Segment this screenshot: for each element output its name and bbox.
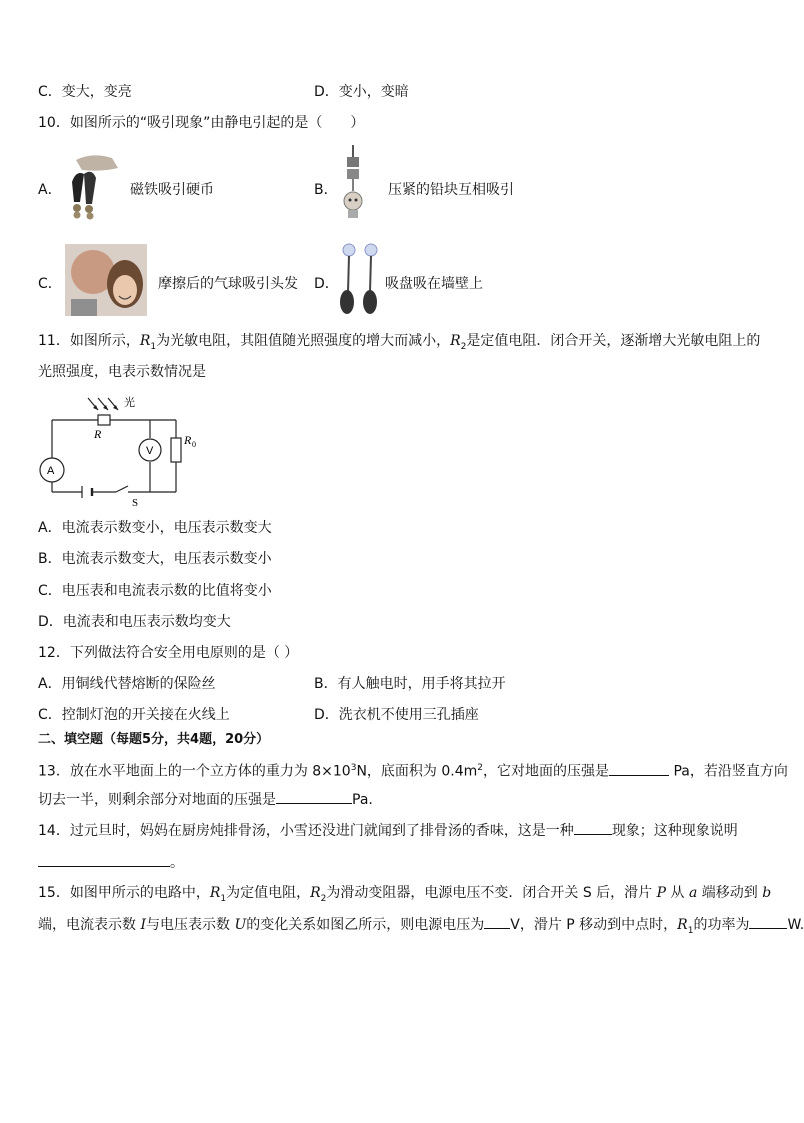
q11-stem-line2: 光照强度，电表示数情况是 bbox=[38, 364, 206, 380]
q14-part-c: 。 bbox=[170, 855, 184, 871]
q15-part-h: 的变化关系如图乙所示，则电源电压为 bbox=[246, 917, 485, 933]
q11-stem-line1 bbox=[38, 331, 760, 357]
q13-exp1: 3 bbox=[350, 763, 357, 773]
var-r1: R bbox=[139, 333, 151, 349]
section-2-title: 二、填空题（每题5分，共4题，20分） bbox=[38, 732, 270, 747]
q13-part-c: ，它对地面的压强是 bbox=[483, 763, 610, 780]
q10-option-b-text: 压紧的铅块互相吸引 bbox=[388, 182, 514, 198]
q13-exp2: 2 bbox=[477, 763, 484, 773]
q15-r2-sub: 2 bbox=[320, 893, 327, 904]
q14-blank-1[interactable] bbox=[574, 820, 612, 835]
q13-part-e: 切去一半，则剩余部分对地面的压强是 bbox=[38, 792, 276, 808]
q15-r1-sub: 1 bbox=[220, 893, 227, 904]
q13-line1 bbox=[38, 758, 788, 782]
ammeter-label: A bbox=[47, 465, 55, 477]
q15-r1: R bbox=[209, 885, 221, 901]
q11-option-a: A．电流表示数变小，电压表示数变大 bbox=[38, 520, 272, 536]
q15-part-g: 与电压表示数 bbox=[145, 917, 235, 933]
q10-option-a-text: 磁铁吸引硬币 bbox=[130, 182, 214, 198]
q10-stem: 10．如图所示的“吸引现象”由静电引起的是（ ） bbox=[38, 115, 365, 131]
q14-blank-2[interactable] bbox=[38, 852, 170, 867]
r0-sub-label: 0 bbox=[192, 440, 196, 449]
q14-part-b: 现象；这种现象说明 bbox=[611, 823, 738, 839]
q15-i: I bbox=[140, 917, 146, 933]
q10-option-a-letter: A． bbox=[38, 182, 62, 198]
q14-part-a: 14．过元旦时，妈妈在厨房炖排骨汤，小雪还没进门就闻到了排骨汤的香味，这是一种 bbox=[38, 823, 574, 839]
q11-option-b: B．电流表示数变大，电压表示数变小 bbox=[38, 551, 272, 567]
light-label: 光 bbox=[124, 397, 135, 409]
q11-option-c: C．电压表和电流表示数的比值将变小 bbox=[38, 583, 272, 599]
resistor-r-label: R bbox=[94, 427, 102, 441]
q15-r1b-sub: 1 bbox=[687, 925, 694, 936]
magnet-coins-image bbox=[62, 152, 128, 220]
q15-line2 bbox=[38, 914, 804, 941]
q15-b: b bbox=[762, 885, 772, 901]
q10-option-d-letter: D． bbox=[314, 276, 339, 292]
q9-option-d: D．变小，变暗 bbox=[314, 84, 409, 100]
q15-part-e: 端移动到 bbox=[697, 885, 763, 901]
q12-option-a: A．用铜线代替熔断的保险丝 bbox=[38, 676, 216, 692]
q15-part-d: 从 bbox=[666, 885, 689, 901]
var-r2: R bbox=[450, 333, 461, 349]
q10-option-c-letter: C． bbox=[38, 276, 62, 292]
q11-stem-part-c: 是定值电阻．闭合开关，逐渐增大光敏电阻上的 bbox=[466, 333, 761, 349]
q15-part-b: 为定值电阻， bbox=[226, 885, 311, 901]
q15-p: P bbox=[656, 885, 667, 901]
q15-part-f: 端，电流表示数 bbox=[38, 917, 141, 933]
q11-option-d: D．电流表和电压表示数均变大 bbox=[38, 614, 231, 630]
q15-blank-1[interactable] bbox=[484, 914, 510, 929]
q15-part-c: 为滑动变阻器，电源电压不变．闭合开关 S 后，滑片 bbox=[326, 885, 657, 901]
q11-stem-part-a: 11．如图所示， bbox=[38, 333, 140, 349]
q9-option-c: C．变大，变亮 bbox=[38, 84, 132, 100]
q12-option-c: C．控制灯泡的开关接在火线上 bbox=[38, 707, 230, 723]
r0-label: R bbox=[184, 433, 192, 447]
q15-r1b: R bbox=[677, 917, 688, 933]
q15-blank-2[interactable] bbox=[749, 914, 787, 929]
var-r1-sub: 1 bbox=[150, 341, 157, 352]
q15-a: a bbox=[688, 885, 698, 901]
switch-label: S bbox=[132, 497, 139, 509]
q13-part-d: Pa，若沿竖直方向 bbox=[669, 763, 788, 780]
q13-blank-2[interactable] bbox=[276, 789, 352, 804]
voltmeter-label: V bbox=[146, 445, 154, 457]
q15-r2: R bbox=[310, 885, 321, 901]
q15-line1 bbox=[38, 883, 771, 909]
q13-blank-1[interactable] bbox=[609, 761, 669, 776]
q15-part-a: 15．如图甲所示的电路中， bbox=[38, 885, 210, 901]
var-r2-sub: 2 bbox=[460, 341, 467, 352]
q11-stem-part-b: 为光敏电阻，其阻值随光照强度的增大而减小， bbox=[156, 333, 451, 349]
q14-line1 bbox=[38, 820, 738, 841]
q11-circuit-diagram bbox=[36, 392, 206, 510]
q15-part-j: 的功率为 bbox=[693, 917, 750, 933]
q13-part-b: N，底面积为 0.4m bbox=[356, 763, 478, 780]
q10-option-b-letter: B． bbox=[314, 182, 338, 198]
q13-part-f: Pa. bbox=[352, 792, 373, 808]
q12-option-d: D．洗衣机不使用三孔插座 bbox=[314, 707, 479, 723]
q15-part-i: V，滑片 P 移动到中点时， bbox=[510, 917, 678, 933]
q15-part-k: W. bbox=[787, 917, 804, 933]
q12-option-b: B．有人触电时，用手将其拉开 bbox=[314, 676, 506, 692]
q10-option-c-text: 摩擦后的气球吸引头发 bbox=[158, 276, 298, 292]
balloon-hair-image bbox=[65, 244, 147, 316]
q15-u: U bbox=[234, 917, 247, 933]
lead-blocks-image bbox=[338, 145, 368, 231]
q13-line2 bbox=[38, 789, 373, 810]
q13-part-a: 13．放在水平地面上的一个立方体的重力为 8×10 bbox=[38, 763, 351, 780]
q14-line2 bbox=[38, 852, 184, 873]
q12-stem: 12．下列做法符合安全用电原则的是（ ） bbox=[38, 645, 299, 661]
suction-cups-image bbox=[334, 242, 386, 318]
q10-option-d-text: 吸盘吸在墙壁上 bbox=[385, 276, 483, 292]
